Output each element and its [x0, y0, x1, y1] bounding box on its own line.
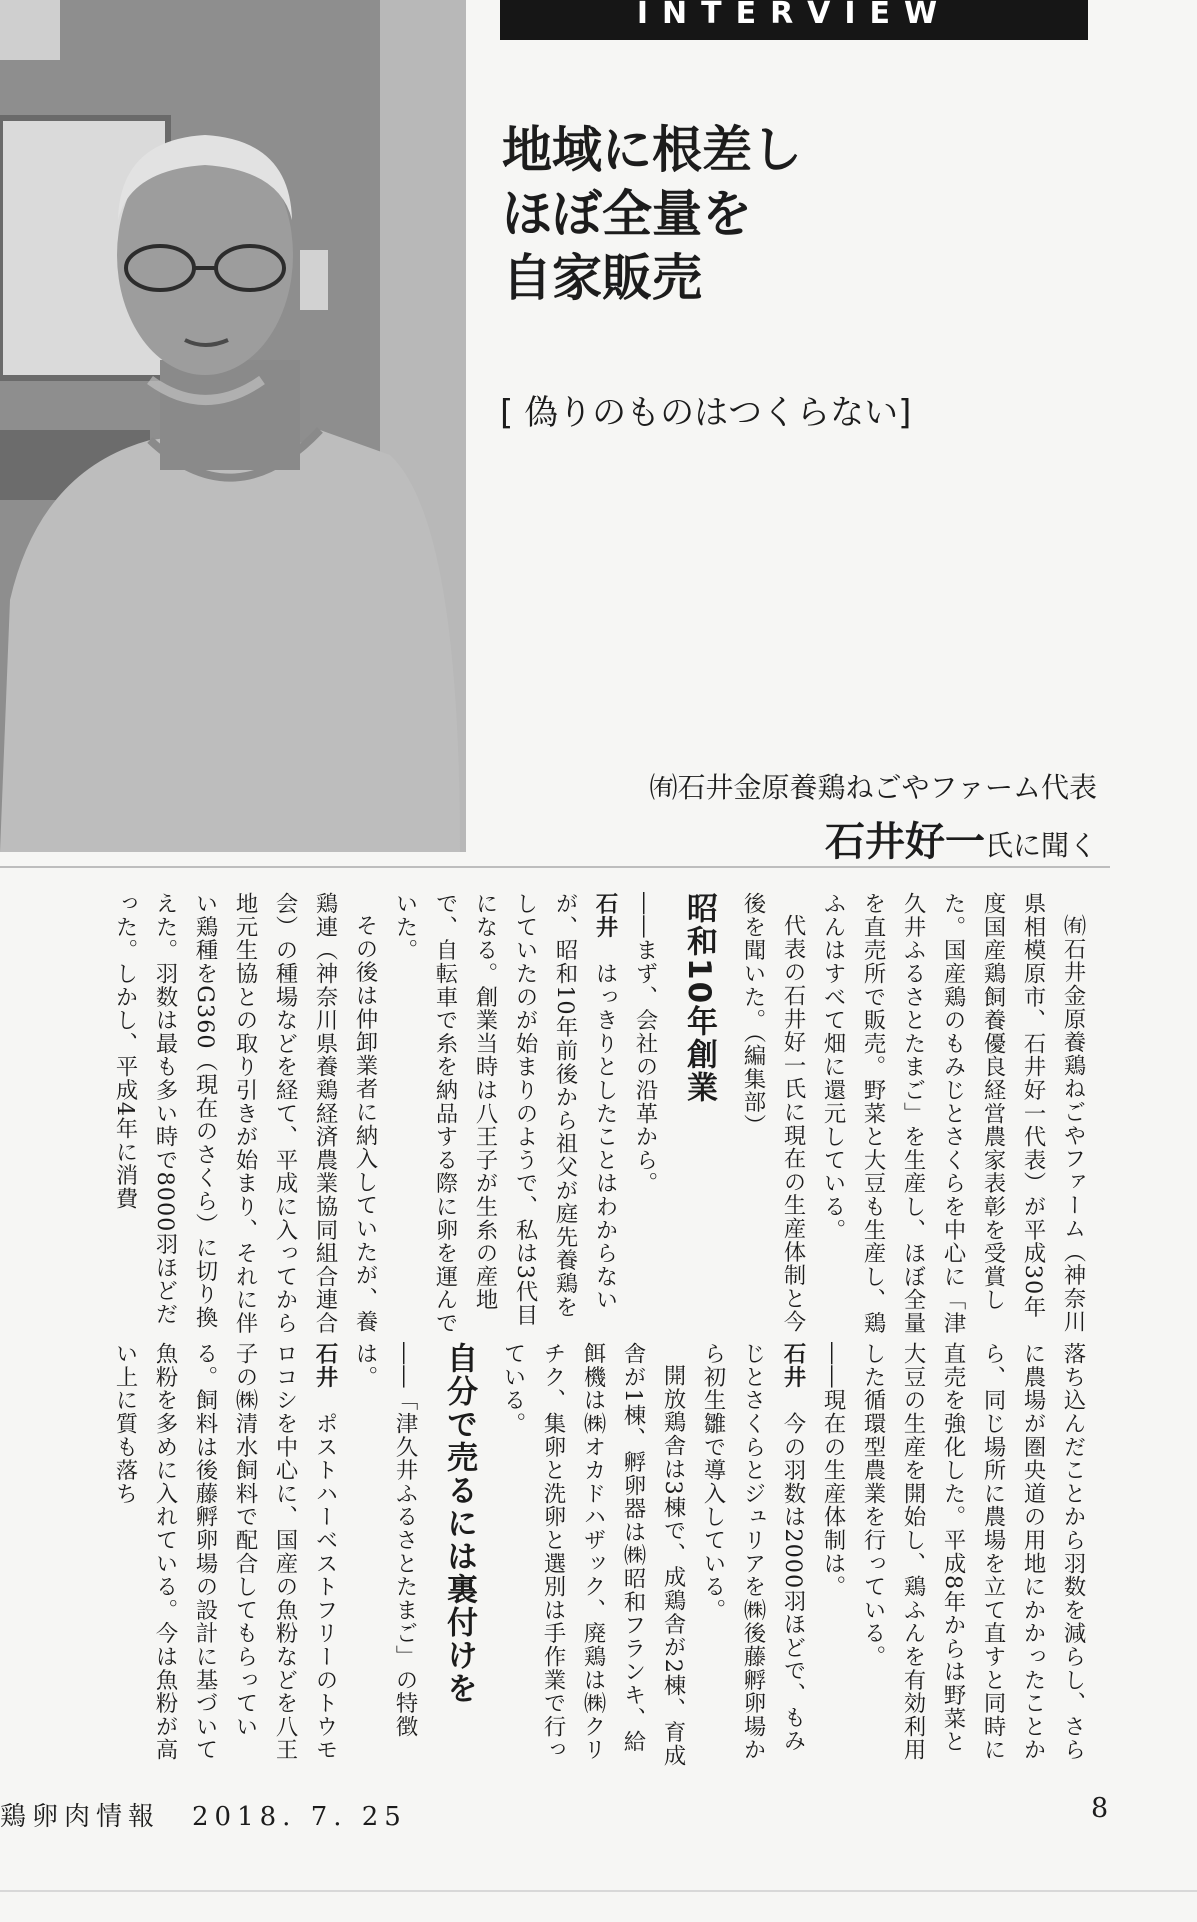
tier-1-text [105, 892, 1093, 1337]
page-edge [0, 1890, 1197, 1892]
body-paragraph: その後は仲卸業者に納入していたが、養鶏連（神奈川県養鶏経済農業協同組合連合会）の種場などを経て、平成に入ってから地元生協との取り引きが始まり、それに伴い鶏種をG360（現在のさくら）に切り換えた。羽数は最も多い時で8000羽ほどだった。しかし、平成4年に消費 [112, 892, 378, 1335]
byline-suffix: 氏に聞く [984, 829, 1097, 862]
article-body-tier-1 [0, 892, 1093, 1337]
band-label: INTERVIEW [636, 0, 952, 31]
interview-answer: 石井 ポストハーベストフリーのトウモロコシを中心に、国産の魚粉などを八王子の㈱清水飼料で配合してもらっている。飼料は後藤孵卵場の設計に基づいて魚粉を多めに入れている。今は魚粉が高い上に質も落ち [112, 1342, 338, 1762]
interview-question: ――現在の生産体制は。 [820, 1342, 846, 1599]
title-line-2: ほぼ全量を [502, 185, 752, 243]
portrait-illustration [0, 0, 466, 852]
byline-person [825, 810, 1097, 867]
body-paragraph: 落ち込んだことから羽数を減らし、さらに農場が圏央道の用地にかかったことから、同じ場所に農場を立て直すと同時に直売を強化した。平成8年からは野菜と大豆の生産を開始し、鶏ふんを有効利用した循環型農業を行っている。 [860, 1342, 1086, 1762]
interview-answer: 石井 今の羽数は2000羽ほどで、もみじとさくらとジュリアを㈱後藤孵卵場から初生雛で導入している。 [700, 1342, 806, 1762]
body-paragraph: 代表の石井好一氏に現在の生産体制と今後を聞いた。（編集部） [740, 892, 806, 1334]
speaker-label: 石井 [312, 1342, 338, 1389]
portrait-photo [0, 0, 466, 852]
body-paragraph: ㈲石井金原養鶏ねごやファーム（神奈川県相模原市、石井好一代表）が平成30年度国産鶏飼養優良経営農家表彰を受賞した。国産鶏のもみじとさくらを中心に「津久井ふるさとたまご」を生産し、ほぼ全量を直売所で販売。野菜と大豆も生産し、鶏ふんはすべて畑に還元している。 [820, 892, 1086, 1335]
page-number: 8 [1091, 1793, 1109, 1824]
title-line-1: 地域に根差し [502, 121, 802, 179]
speaker-label: 石井 [592, 892, 618, 939]
section-heading: 昭和10年創業 [681, 892, 717, 1105]
publication-footer: 鶏卵肉情報 2018. 7. 25 [0, 1802, 407, 1832]
speaker-label: 石井 [780, 1342, 806, 1389]
section-heading: 自分で売るには裏付けを [441, 1342, 477, 1705]
interviewee-name: 石井好一 [824, 819, 985, 865]
tier-2-text [105, 1342, 1093, 1774]
interview-band [500, 0, 1088, 40]
article-body-tier-2 [0, 1342, 1093, 1774]
interview-answer: 石井 はっきりとしたことはわからないが、昭和10年前後から祖父が庭先養鶏をしていたのが始まりのようで、私は3代目になる。創業当時は八王子が生糸の産地で、自転車で糸を納品する際に卵を運んでいた。 [392, 892, 618, 1335]
byline-company: ㈲石井金原養鶏ねごやファーム代表 [649, 771, 1097, 804]
body-paragraph: 開放鶏舎は3棟で、成鶏舎が2棟、育成舎が1棟、孵卵器は㈱昭和フランキ、給餌機は㈱オカドハザック、廃鶏は㈱クリチク、集卵と洗卵と選別は手作業で行っている。 [500, 1342, 686, 1768]
title-line-3: 自家販売 [502, 249, 702, 307]
interview-question: ――まず、会社の沿革から。 [632, 892, 658, 1195]
article-title [502, 118, 1062, 310]
article-subtitle: [ 偽りのものはつくらない] [500, 393, 912, 433]
interview-question: ――「津久井ふるさとたまご」の特徴は。 [352, 1342, 418, 1739]
section-divider [0, 866, 1110, 868]
